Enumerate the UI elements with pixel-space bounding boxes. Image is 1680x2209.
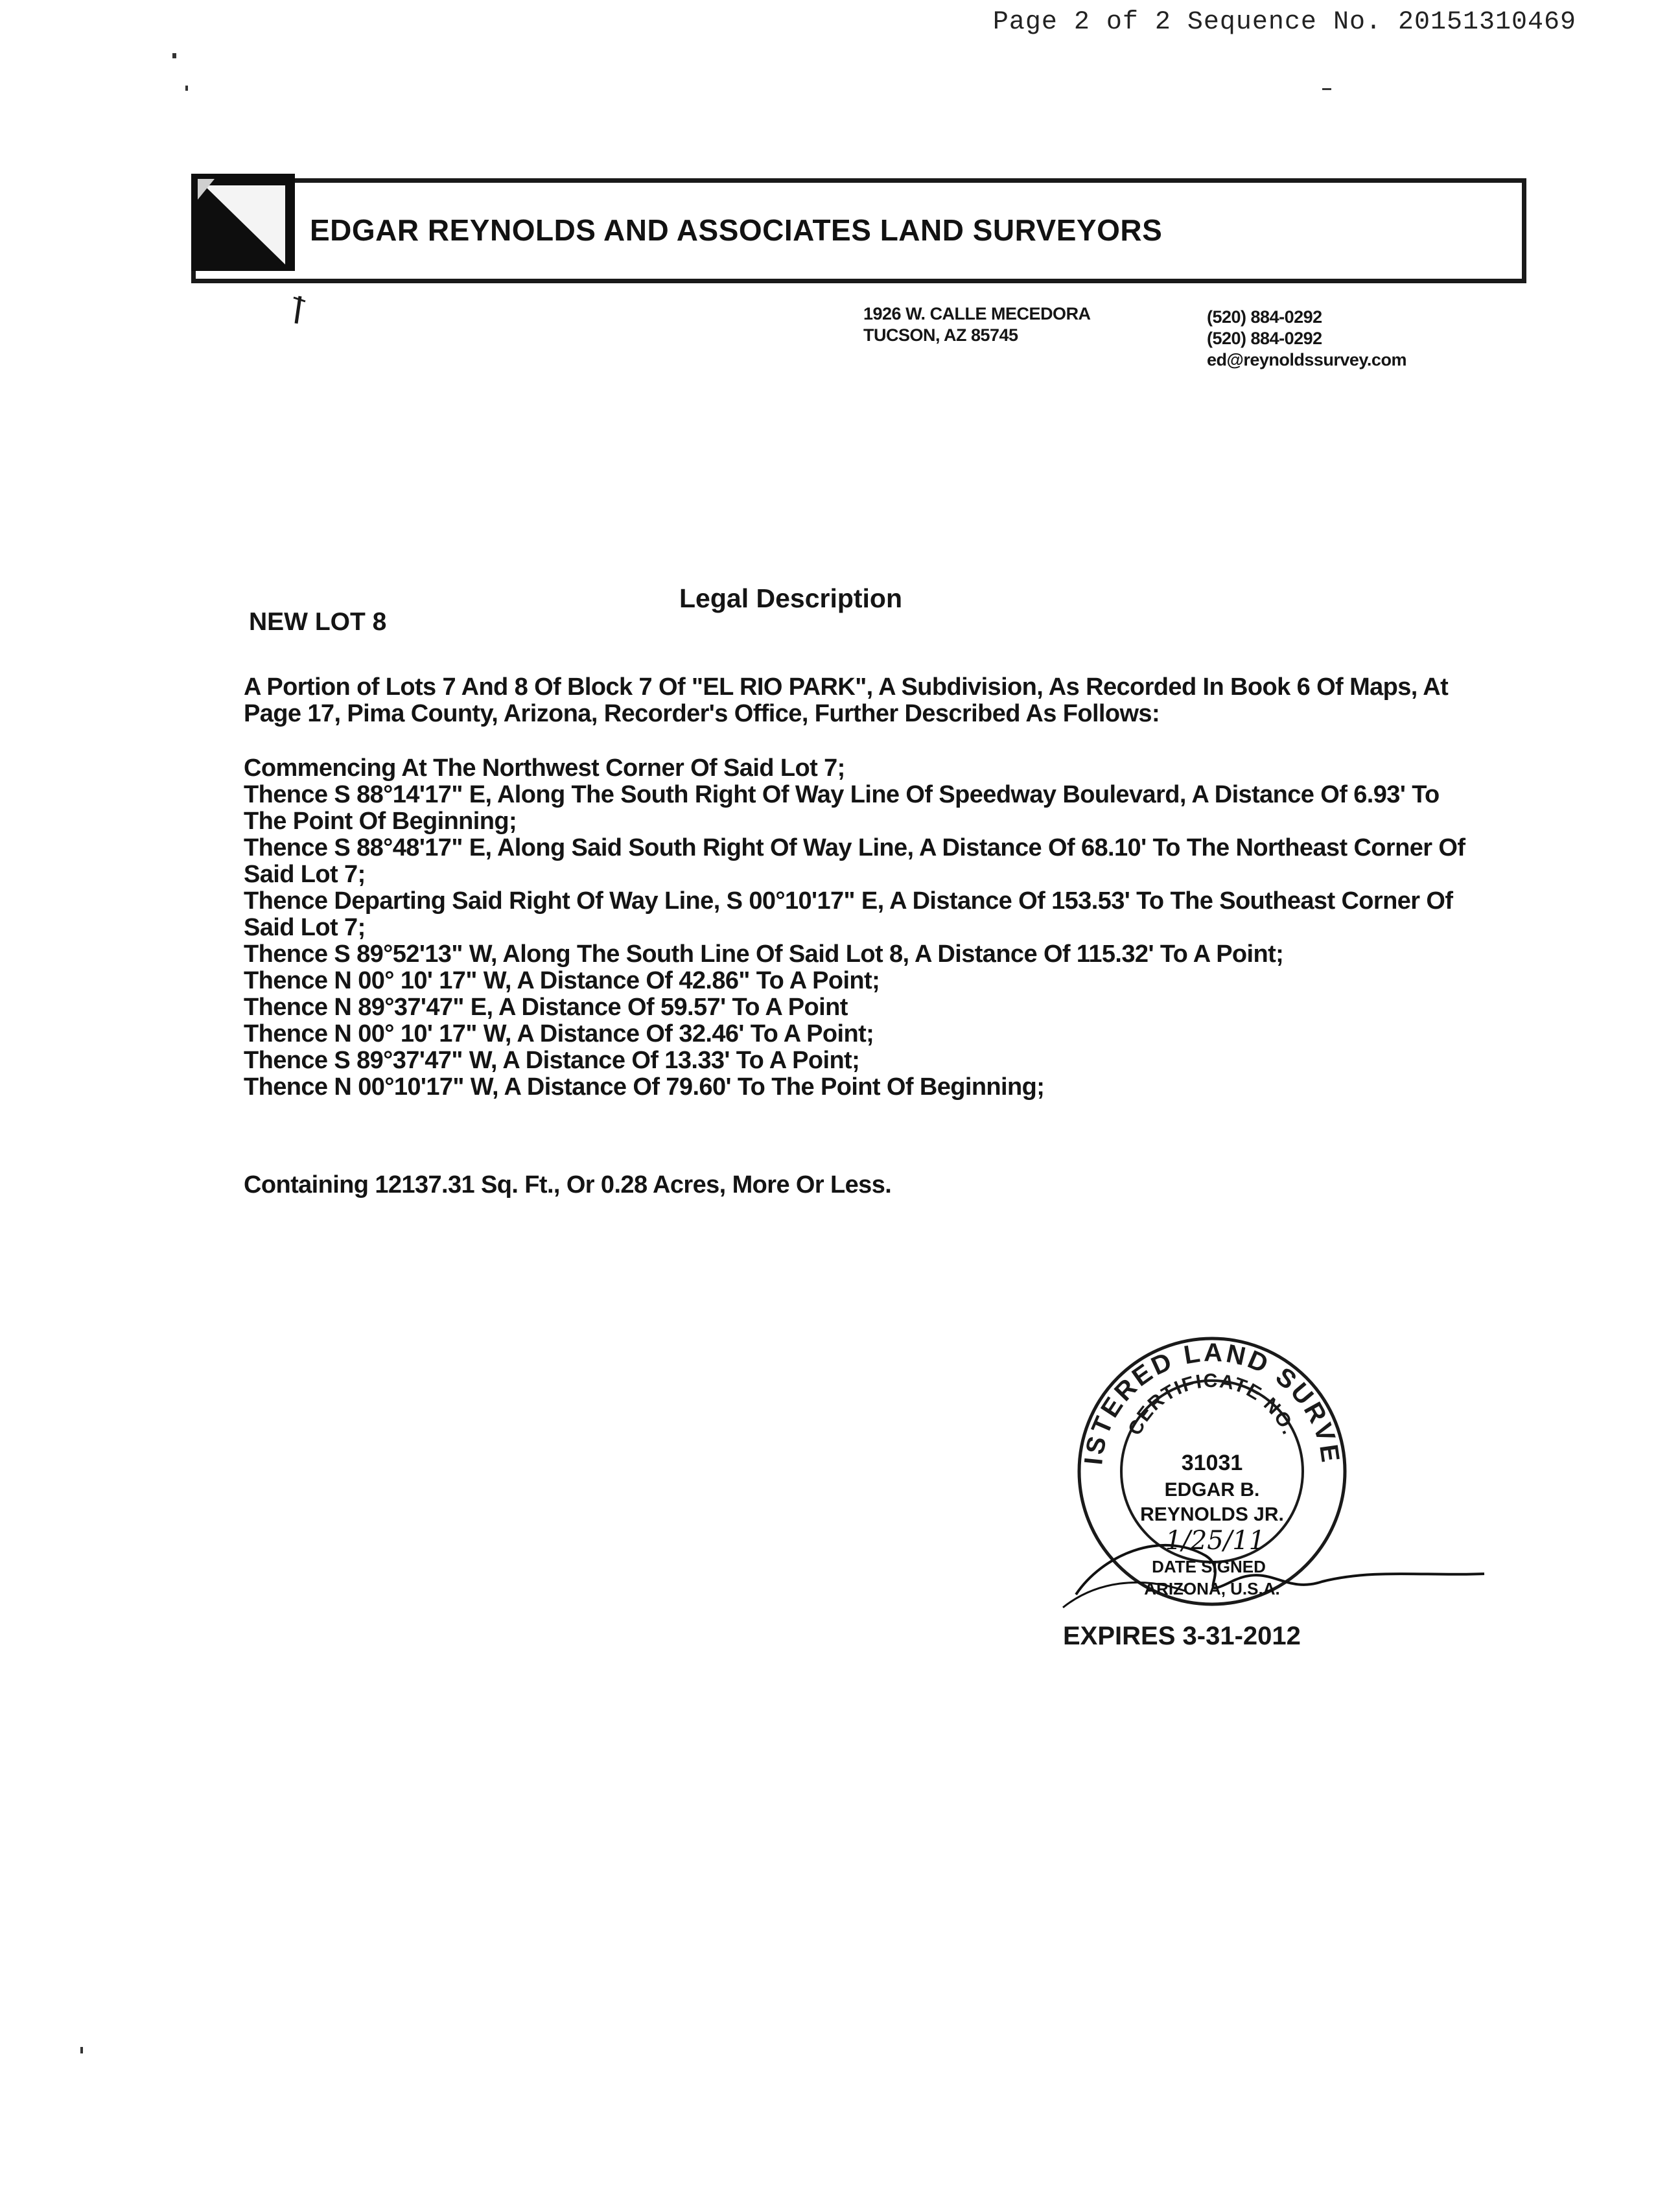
scan-speck bbox=[1322, 88, 1331, 90]
area-statement: Containing 12137.31 Sq. Ft., Or 0.28 Acres, More Or Less. bbox=[244, 1171, 892, 1198]
seal-signed-date: 1/25/11 bbox=[1165, 1526, 1266, 1556]
license-expiration: EXPIRES 3-31-2012 bbox=[1063, 1622, 1301, 1650]
call-line: Thence N 89°37'47" E, A Distance Of 59.57' To A Point bbox=[244, 994, 848, 1021]
phone-number: (520) 884-0292 bbox=[1207, 307, 1322, 327]
document-heading: Legal Description bbox=[679, 583, 903, 613]
firm-contact bbox=[1207, 307, 1406, 371]
address-line-1: 1926 W. CALLE MECEDORA bbox=[863, 304, 1091, 323]
page-header: Page 2 of 2 Sequence No. 20151310469 bbox=[992, 8, 1576, 37]
seal-certificate-number: 31031 bbox=[1181, 1451, 1243, 1475]
seal-name-line-1: EDGAR B. bbox=[1164, 1479, 1260, 1501]
intro-paragraph: A Portion of Lots 7 And 8 Of Block 7 Of "EL RIO PARK", A Subdivision, As Recorded In Book 6 Of Maps, At Page 17, Pima County, Arizona, Recorder's Office, Further Described As Follows: bbox=[244, 673, 1449, 727]
firm-address bbox=[863, 303, 1091, 346]
firm-name: EDGAR REYNOLDS AND ASSOCIATES LAND SURVEYORS bbox=[310, 213, 1163, 247]
seal-date-label: DATE SIGNED bbox=[1152, 1557, 1266, 1576]
scan-mark bbox=[288, 295, 308, 329]
call-line: Thence N 00° 10' 17" W, A Distance Of 32.46' To A Point; bbox=[244, 1020, 874, 1047]
call-line: Thence N 00°10'17" W, A Distance Of 79.60' To The Point Of Beginning; bbox=[244, 1073, 1045, 1101]
seal-name-line-2: REYNOLDS JR. bbox=[1140, 1504, 1284, 1525]
call-line: Thence S 88°14'17" E, Along The South Right Of Way Line Of Speedway Boulevard, A Distance Of 6.93' To The Point Of Beginning; bbox=[244, 781, 1440, 835]
call-line: Thence S 89°37'47" W, A Distance Of 13.33' To A Point; bbox=[244, 1047, 860, 1074]
call-line: Commencing At The Northwest Corner Of Said Lot 7; bbox=[244, 754, 845, 782]
call-line: Thence S 88°48'17" E, Along Said South Right Of Way Line, A Distance Of 68.10' To The Northeast Corner Of Said Lot 7; bbox=[244, 834, 1465, 888]
fax-number: (520) 884-0292 bbox=[1207, 329, 1322, 348]
call-line: Thence N 00° 10' 17" W, A Distance Of 42.86" To A Point; bbox=[244, 967, 880, 994]
email-address: ed@reynoldssurvey.com bbox=[1207, 350, 1406, 369]
seal-inner-text: CERTIFICATE NO. bbox=[1124, 1370, 1300, 1439]
call-line: Thence Departing Said Right Of Way Line, S 00°10'17" E, A Distance Of 153.53' To The Southeast Corner Of Said Lot 7; bbox=[244, 887, 1453, 941]
address-line-2: TUCSON, AZ 85745 bbox=[863, 325, 1018, 345]
call-line: Thence S 89°52'13" W, Along The South Line Of Said Lot 8, A Distance Of 115.32' To A Point; bbox=[244, 941, 1284, 968]
scan-speck bbox=[185, 86, 188, 91]
scan-speck bbox=[172, 53, 176, 58]
firm-logo bbox=[191, 174, 295, 271]
lot-label: NEW LOT 8 bbox=[249, 608, 387, 636]
scan-speck bbox=[80, 2047, 83, 2053]
seal-state: ARIZONA, U.S.A. bbox=[1144, 1579, 1280, 1598]
surveyor-seal bbox=[1037, 1335, 1491, 1624]
seal-outer-text: ISTERED LAND SURVE bbox=[1079, 1338, 1346, 1467]
metes-and-bounds-calls bbox=[244, 755, 1475, 1101]
